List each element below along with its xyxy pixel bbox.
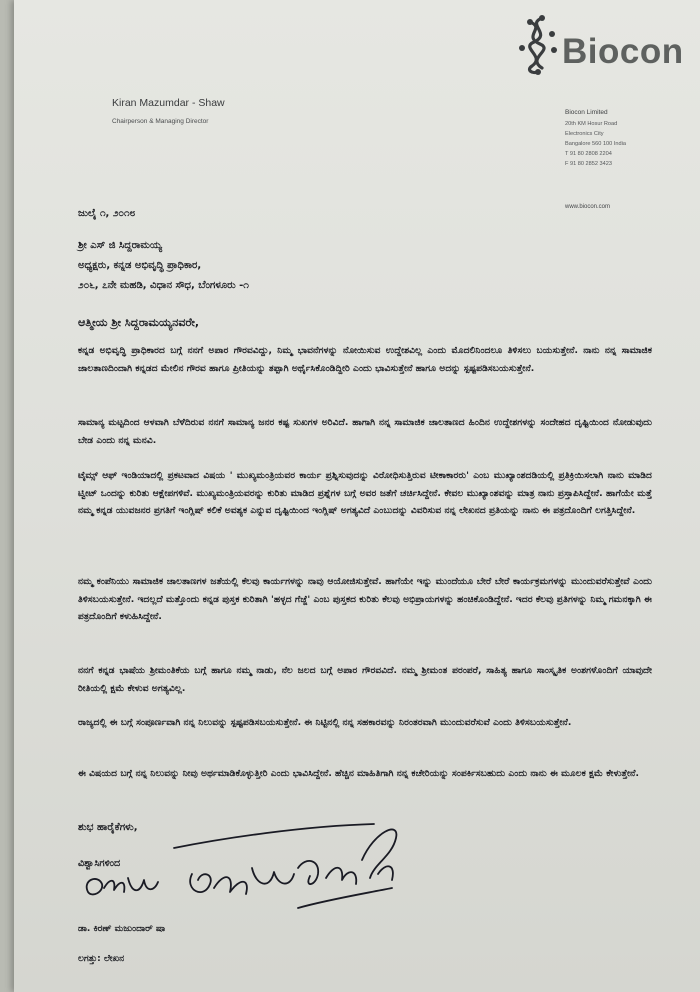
recipient-line: ಅಧ್ಯಕ್ಷರು, ಕನ್ನಡ ಅಭಿವೃದ್ಧಿ ಪ್ರಾಧಿಕಾರ, (78, 260, 202, 271)
body-paragraph: ಈ ವಿಷಯದ ಬಗ್ಗೆ ನನ್ನ ನಿಲುವನ್ನು ನೀವು ಅರ್ಥಮಾಡಿಕೊಳ್ಳುತ್ತೀರಿ ಎಂದು ಭಾವಿಸಿದ್ದೇನೆ. ಹೆಚ್ಚಿನ ಮಾಹಿತಿಗಾಗಿ ನನ್ನ ಕಚೇರಿಯನ್ನು ಸಂಪರ್ಕಿಸಬಹುದು ಎಂದು ನಾನು ಈ ಮೂಲಕ ಕ್ಷಮೆ ಕೇಳುತ್ತೇನೆ. (78, 768, 639, 779)
company-website: www.biocon.com (565, 204, 611, 210)
phone-number: T 91 80 2808 2204 (565, 151, 612, 157)
body-paragraph: ರಾಜ್ಯದಲ್ಲಿ ಈ ಬಗ್ಗೆ ಸಂಪೂರ್ಣವಾಗಿ ನನ್ನ ನಿಲುವನ್ನು ಸ್ಪಷ್ಟಪಡಿಸಬಯಸುತ್ತೇನೆ. ಈ ನಿಟ್ಟಿನಲ್ಲಿ ನನ್ನ ಸಹಕಾರವನ್ನು ನಿರಂತರವಾಗಿ ಮುಂದುವರೆಸುವೆ ಎಂದು ತಿಳಿಸಬಯಸುತ್ತೇನೆ. (78, 717, 572, 728)
recipient-address (78, 236, 249, 296)
sender-title: Chairperson & Managing Director (112, 118, 209, 125)
company-name: Biocon Limited (565, 109, 608, 116)
sender-name: Kiran Mazumdar - Shaw (112, 97, 225, 109)
handwritten-signature (74, 808, 414, 920)
address-line: Bangalore 560 100 India (565, 141, 626, 147)
logo-wordmark: Biocon (562, 32, 684, 71)
company-address-block (565, 108, 685, 169)
yours-sincerely: ವಿಶ್ವಾಸಿಗಳಿಂದ (78, 858, 121, 869)
letter-date: ಜುಲೈ ೧, ೨೦೧೮ (78, 208, 136, 219)
salutation: ಆತ್ಮೀಯ ಶ್ರೀ ಸಿದ್ದರಾಮಯ್ಯನವರೇ, (78, 316, 200, 329)
fax-number: F 91 80 2852 3423 (565, 161, 612, 167)
body-paragraph: ನನಗೆ ಕನ್ನಡ ಭಾಷೆಯ ಶ್ರೀಮಂತಿಕೆಯ ಬಗ್ಗೆ ಹಾಗೂ ನಮ್ಮ ನಾಡು, ನೆಲ ಜಲದ ಬಗ್ಗೆ ಅಪಾರ ಗೌರವವಿದೆ. ನಮ್ಮ ಶ್ರೀಮಂತ ಪರಂಪರೆ, ಸಾಹಿತ್ಯ ಹಾಗೂ ಸಾಂಸ್ಕೃತಿಕ ಅಂಶಗಳೊಂದಿಗೆ ಯಾವುದೇ ರೀತಿಯಲ್ಲಿ ಕ್ಷಮೆ ಕೇಳುವ ಅಗತ್ಯವಿಲ್ಲ. (78, 665, 652, 694)
biocon-dna-icon (516, 14, 560, 76)
letter-page (14, 0, 700, 992)
enclosure-note: ಲಗತ್ತು: ಲೇಖನ (78, 954, 125, 964)
biocon-logo (516, 14, 696, 84)
signatory-name: ಡಾ. ಕಿರಣ್ ಮಜುಂದಾರ್ ಷಾ (78, 924, 166, 934)
closing-line: ಶುಭ ಹಾರೈಕೆಗಳು, (78, 822, 138, 833)
address-line: Electronics City (565, 131, 604, 137)
address-line: 20th KM Hosur Road (565, 121, 618, 127)
body-paragraph: ಟೈಮ್ಸ್ ಆಫ್ ಇಂಡಿಯಾದಲ್ಲಿ ಪ್ರಕಟವಾದ ವಿಷಯ ' ಮುಖ್ಯಮಂತ್ರಿಯವರ ಕಾರ್ಯ ಪ್ರಶ್ನಿಸುವುದನ್ನು ವಿರೋಧಿಸುತ್ತಿರುವ ಟೀಕಾಕಾರರು' ಎಂಬ ಮುಖ್ಯಾಂಶದಡಿಯಲ್ಲಿ ಪ್ರತಿಕ್ರಿಯಿಸಲಾಗಿ ನಾನು ಮಾಡಿದ ಟ್ವೀಟ್ ಒಂದನ್ನು ಕುರಿತು ಆಕ್ಷೇಪಗಳಿವೆ. ಮುಖ್ಯಮಂತ್ರಿಯವರನ್ನು ಕುರಿತು ಮಾಡಿದ ಪ್ರಶ್ನೆಗಳ ಬಗ್ಗೆ ಅವರ ಜತೆಗೆ ಚರ್ಚಿಸಿದ್ದೇನೆ. ಕೇವಲ ಮುಖ್ಯಾಂಶವನ್ನು ಮಾತ್ರ ನಾನು ಪ್ರಸ್ತಾಪಿಸಿದ್ದೇನೆ. ಹಾಗೆಯೇ ಮತ್ತೆ ನಮ್ಮ ಕನ್ನಡ ಯುವಜನರ ಪ್ರಗತಿಗೆ ಇಂಗ್ಲಿಷ್ ಕಲಿಕೆ ಅವಶ್ಯಕ ಎನ್ನುವ ದೃಷ್ಟಿಯಿಂದ ಇಂಗ್ಲಿಷ್ ಅಗತ್ಯವಿದೆ ಎಂಬುದನ್ನು ವಿವರಿಸುವ ನನ್ನ ಲೇಖನದ ಪ್ರತಿಯನ್ನು ನಾನು ಈ ಪತ್ರದೊಂದಿಗೆ ಲಗತ್ತಿಸಿದ್ದೇನೆ. (78, 470, 652, 516)
recipient-line: ೨೦೬, ೭ನೇ ಮಹಡಿ, ವಿಧಾನ ಸೌಧ, ಬೆಂಗಳೂರು -೧ (78, 280, 249, 291)
body-paragraph: ಕನ್ನಡ ಅಭಿವೃದ್ಧಿ ಪ್ರಾಧಿಕಾರದ ಬಗ್ಗೆ ನನಗೆ ಅಪಾರ ಗೌರವವಿದ್ದು, ನಿಮ್ಮ ಭಾವನೆಗಳನ್ನು ನೋಯಿಸುವ ಉದ್ದೇಶವಿಲ್ಲ ಎಂದು ಮೊದಲಿನಿಂದಲೂ ತಿಳಿಸಲು ಬಯಸುತ್ತೇನೆ. ನಾನು ನನ್ನ ಸಾಮಾಜಿಕ ಜಾಲತಾಣದಿಂದಾಗಿ ಕನ್ನಡದ ಮೇಲಿನ ಗೌರವ ಹಾಗೂ ಪ್ರೀತಿಯನ್ನು ತಪ್ಪಾಗಿ ಅರ್ಥೈಸಿಕೊಂಡಿದ್ದೀರಿ ಎಂದು ಭಾವಿಸುತ್ತೇನೆ ಹಾಗೂ ಅದನ್ನು ಸ್ಪಷ್ಟಪಡಿಸಬಯಸುತ್ತೇನೆ. (78, 345, 652, 374)
recipient-line: ಶ್ರೀ ಎಸ್ ಜಿ ಸಿದ್ದರಾಮಯ್ಯ (78, 240, 163, 251)
body-paragraph: ಸಾಮಾನ್ಯ ಮಟ್ಟದಿಂದ ಆಳವಾಗಿ ಬೆಳೆದಿರುವ ನನಗೆ ಸಾಮಾನ್ಯ ಜನರ ಕಷ್ಟ ಸುಖಗಳ ಅರಿವಿದೆ. ಹಾಗಾಗಿ ನನ್ನ ಸಾಮಾಜಿಕ ಜಾಲತಾಣದ ಹಿಂದಿನ ಉದ್ದೇಶಗಳನ್ನು ಸಂದೇಹದ ದೃಷ್ಟಿಯಿಂದ ನೋಡುವುದು ಬೇಡ ಎಂದು ನನ್ನ ಮನವಿ. (78, 417, 652, 446)
body-paragraph: ನಮ್ಮ ಕಂಪೆನಿಯು ಸಾಮಾಜಿಕ ಜಾಲತಾಣಗಳ ಜತೆಯಲ್ಲಿ ಕೆಲವು ಕಾರ್ಯಗಳನ್ನು ನಾವು ಆಯೋಜಿಸುತ್ತೇವೆ. ಹಾಗೆಯೇ ಇನ್ನು ಮುಂದೆಯೂ ಬೇರೆ ಬೇರೆ ಕಾರ್ಯಕ್ರಮಗಳನ್ನು ಮುಂದುವರೆಸುತ್ತೇವೆ ಎಂದು ತಿಳಿಸಬಯಸುತ್ತೇನೆ. ಇದಲ್ಲದೆ ಮತ್ತೊಂದು ಕನ್ನಡ ಪುಸ್ತಕ ಕುರಿತಾಗಿ 'ಹಳ್ಳದ ಗೆಜ್ಜೆ' ಎಂಬ ಪುಸ್ತಕದ ಕುರಿತು ಕೆಲವು ಅಭಿಪ್ರಾಯಗಳನ್ನು ಹಂಚಿಕೊಂಡಿದ್ದೇನೆ. ಇದರ ಕೆಲವು ಪ್ರತಿಗಳನ್ನು ನಿಮ್ಮ ಗಮನಕ್ಕಾಗಿ ಈ ಪತ್ರದೊಂದಿಗೆ ಕಳುಹಿಸಿದ್ದೇನೆ. (78, 576, 652, 622)
